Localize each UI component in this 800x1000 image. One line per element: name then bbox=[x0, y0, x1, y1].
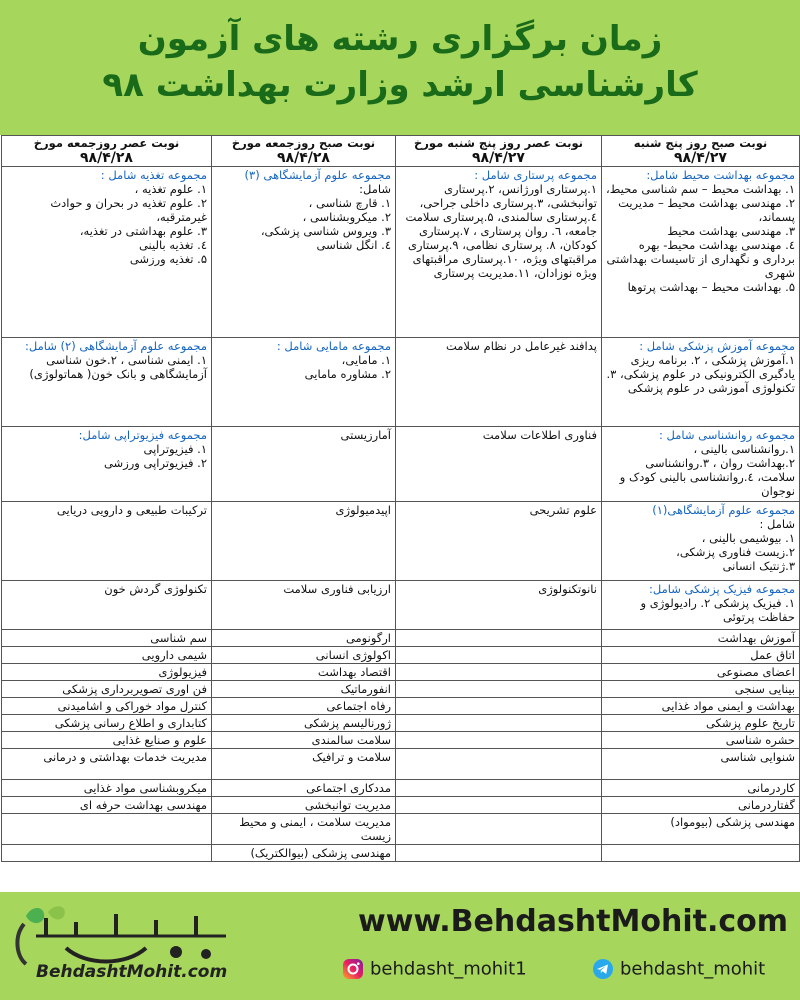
table-cell: سلامت و ترافیک bbox=[212, 749, 396, 780]
column-header-4: نوبت عصر روزجمعه مورخ ۹۸/۴/۲۸ bbox=[2, 136, 212, 167]
table-cell bbox=[396, 814, 602, 845]
table-cell: مددکاری اجتماعی bbox=[212, 780, 396, 797]
table-cell bbox=[2, 338, 212, 427]
table-cell bbox=[602, 581, 800, 630]
table-cell bbox=[396, 732, 602, 749]
group-items bbox=[216, 182, 391, 252]
table-row bbox=[2, 647, 800, 664]
group-item: ۱. فیزیوتراپی bbox=[143, 442, 207, 456]
group-item: ۳.ژنتیک انسانی bbox=[722, 559, 795, 573]
table-cell: فناوری اطلاعات سلامت bbox=[396, 427, 602, 502]
table-cell bbox=[602, 427, 800, 502]
group-item: شامل : bbox=[759, 517, 795, 531]
group-items bbox=[606, 442, 795, 498]
table-row bbox=[2, 630, 800, 647]
group-item: ۲.زیست فناوری پزشکی، bbox=[676, 545, 795, 559]
table-cell bbox=[396, 167, 602, 338]
instagram-icon bbox=[342, 958, 364, 980]
group-items bbox=[216, 353, 391, 381]
table-cell bbox=[396, 664, 602, 681]
group-items bbox=[6, 442, 207, 470]
table-cell: مدیریت خدمات بهداشتی و درمانی bbox=[2, 749, 212, 780]
table-cell bbox=[396, 780, 602, 797]
table-cell: گفتاردرمانی bbox=[602, 797, 800, 814]
group-items bbox=[400, 182, 597, 280]
table-cell bbox=[396, 630, 602, 647]
table-row bbox=[2, 502, 800, 581]
table-cell bbox=[396, 797, 602, 814]
title-line-2: کارشناسی ارشد وزارت بهداشت ۹۸ bbox=[102, 65, 698, 105]
table-cell: آموزش بهداشت bbox=[602, 630, 800, 647]
group-item: ٤. انگل شناسی bbox=[316, 238, 391, 252]
table-cell bbox=[396, 715, 602, 732]
table-cell: مهندسی پزشکی (بیومواد) bbox=[602, 814, 800, 845]
group-title: مجموعه علوم آزمایشگاهی (۳) bbox=[244, 168, 391, 182]
group-title: مجموعه علوم آزمایشگاهی(۱) bbox=[652, 503, 795, 517]
group-item: ۱. بیوشیمی بالینی ، bbox=[701, 531, 795, 545]
group-item: ۳. ویروس شناسی پزشکی، bbox=[260, 224, 391, 238]
group-item: ۳. مهندسی بهداشت محیط bbox=[667, 224, 795, 238]
group-items bbox=[6, 182, 207, 266]
group-item: ۱.پرستاری اورژانس، ۲.پرستاری توانبخشی، ۳.پرستاری داخلی جراحی، ٤.پرستاری سالمندی، ۵.پرستاری سلامت جامعه، ٦. روان پرستاری ، ۷.پرستاری کودکان، ۸. پرستاری نظامی، ۹.پرستاری مراقبتهای ویژه، ۱۰.پرستاری مراقبتهای ویژه نوزادان، ۱۱.مدیریت پرستاری bbox=[405, 182, 597, 280]
table-cell: بهداشت و ایمنی مواد غذایی bbox=[602, 698, 800, 715]
table-cell bbox=[602, 338, 800, 427]
group-item: ٤. مهندسی بهداشت محیط- بهره برداری و نگهداری از تاسیسات بهداشتی شهری bbox=[606, 238, 795, 280]
table-cell: پدافند غیرعامل در نظام سلامت bbox=[396, 338, 602, 427]
group-title: مجموعه بهداشت محیط شامل: bbox=[646, 168, 795, 182]
table-cell bbox=[2, 814, 212, 845]
table-cell: شیمی دارویی bbox=[2, 647, 212, 664]
table-cell: ترکیبات طبیعی و دارویی دریایی bbox=[2, 502, 212, 581]
table-row bbox=[2, 681, 800, 698]
site-logo bbox=[6, 896, 256, 996]
table-cell: مدیریت سلامت ، ایمنی و محیط زیست bbox=[212, 814, 396, 845]
table-cell: علوم و صنایع غذایی bbox=[2, 732, 212, 749]
header-row bbox=[2, 136, 800, 167]
table-row bbox=[2, 427, 800, 502]
table-cell: میکروبشناسی مواد غذایی bbox=[2, 780, 212, 797]
schedule-table bbox=[1, 135, 800, 862]
telegram-icon bbox=[592, 958, 614, 980]
table-cell bbox=[602, 167, 800, 338]
table-cell: بینایی سنجی bbox=[602, 681, 800, 698]
group-item: ۲.بهداشت روان ، ۳.روانشناسی سلامت، ٤.روانشناسی بالینی کودک و نوجوان bbox=[619, 456, 795, 498]
table-cell: کنترل مواد خوراکی و اشامیدنی bbox=[2, 698, 212, 715]
logo-text-fa bbox=[76, 910, 82, 911]
table-cell bbox=[2, 427, 212, 502]
group-title: مجموعه روانشناسی شامل : bbox=[658, 428, 795, 442]
table-cell bbox=[212, 167, 396, 338]
group-item: ۲. میکروبشناسی ، bbox=[302, 210, 391, 224]
group-items bbox=[606, 517, 795, 573]
group-item: ۱. مامایی، bbox=[341, 353, 391, 367]
group-item: ۲. مشاوره مامایی bbox=[304, 367, 391, 381]
group-title: مجموعه علوم آزمایشگاهی (۲) شامل: bbox=[25, 339, 207, 353]
table-cell: رفاه اجتماعی bbox=[212, 698, 396, 715]
table-cell: اتاق عمل bbox=[602, 647, 800, 664]
table-cell: شنوایی شناسی bbox=[602, 749, 800, 780]
group-item: ۲. مهندسی بهداشت محیط – مدیریت پسماند، bbox=[618, 196, 795, 224]
group-item: ۵. تغذیه ورزشی bbox=[129, 252, 207, 266]
table-row bbox=[2, 845, 800, 862]
page-footer bbox=[0, 892, 800, 1000]
group-items bbox=[606, 182, 795, 294]
page-header bbox=[0, 0, 800, 132]
table-cell: تکنولوژی گردش خون bbox=[2, 581, 212, 630]
column-header-2: نوبت عصر روز پنج شنبه مورخ ۹۸/۴/۲۷ bbox=[396, 136, 602, 167]
table-cell bbox=[396, 647, 602, 664]
group-items bbox=[606, 353, 795, 395]
table-cell: آمارزیستی bbox=[212, 427, 396, 502]
group-items bbox=[6, 353, 207, 381]
table-cell: اپیدمیولوژی bbox=[212, 502, 396, 581]
table-row bbox=[2, 780, 800, 797]
title-line-1: زمان برگزاری رشته های آزمون bbox=[137, 19, 663, 59]
table-cell bbox=[602, 845, 800, 862]
table-cell bbox=[396, 845, 602, 862]
table-cell: اکولوژی انسانی bbox=[212, 647, 396, 664]
table-cell: اعضای مصنوعی bbox=[602, 664, 800, 681]
group-title: مجموعه آموزش پزشکی شامل : bbox=[639, 339, 795, 353]
group-title: مجموعه پرستاری شامل : bbox=[474, 168, 597, 182]
table-cell: اقتصاد بهداشت bbox=[212, 664, 396, 681]
column-header-1: نوبت صبح روز پنج شنبه ۹۸/۴/۲۷ bbox=[602, 136, 800, 167]
group-item: ٤. تغذیه بالینی bbox=[138, 238, 207, 252]
table-cell bbox=[212, 338, 396, 427]
table-row bbox=[2, 581, 800, 630]
group-items bbox=[606, 596, 795, 624]
instagram-handle[interactable] bbox=[342, 958, 527, 980]
group-item: ۱. فیزیک پزشکی ۲. رادیولوژی و حفاظت پرتوئی bbox=[640, 596, 795, 624]
group-item: ۱. قارچ شناسی ، bbox=[308, 196, 391, 210]
group-title: مجموعه فیزیک پزشکی شامل: bbox=[649, 582, 795, 596]
table-cell bbox=[2, 167, 212, 338]
table-cell bbox=[602, 502, 800, 581]
group-item: ۱. بهداشت محیط – سم شناسی محیط، bbox=[606, 182, 795, 196]
table-cell: مهندسی پزشکی (بیوالکتریک) bbox=[212, 845, 396, 862]
column-header-3: نوبت صبح روزجمعه مورخ ۹۸/۴/۲۸ bbox=[212, 136, 396, 167]
table-cell: کتابداری و اطلاع رسانی پزشکی bbox=[2, 715, 212, 732]
telegram-text: behdasht_mohit bbox=[620, 958, 766, 980]
table-cell: انفورماتیک bbox=[212, 681, 396, 698]
table-cell bbox=[2, 845, 212, 862]
table-cell bbox=[396, 749, 602, 780]
website-url[interactable]: www.BehdashtMohit.com bbox=[358, 904, 788, 939]
table-row bbox=[2, 664, 800, 681]
telegram-handle[interactable] bbox=[592, 958, 765, 980]
table-cell: کاردرمانی bbox=[602, 780, 800, 797]
table-cell: مهندسی بهداشت حرفه ای bbox=[2, 797, 212, 814]
table-cell: فن اوری تصویربرداری پزشکی bbox=[2, 681, 212, 698]
group-item: ۲. فیزیوتراپی ورزشی bbox=[103, 456, 207, 470]
group-item: ۱.روانشناسی بالینی ، bbox=[693, 442, 795, 456]
table-row bbox=[2, 167, 800, 338]
table-row bbox=[2, 749, 800, 780]
table-cell bbox=[396, 681, 602, 698]
table-cell: تاریخ علوم پزشکی bbox=[602, 715, 800, 732]
table-cell: حشره شناسی bbox=[602, 732, 800, 749]
table-cell: مدیریت توانبخشی bbox=[212, 797, 396, 814]
table-row bbox=[2, 797, 800, 814]
group-item: ۳. علوم بهداشتی در تغذیه، bbox=[79, 224, 207, 238]
group-title: مجموعه مامایی شامل : bbox=[276, 339, 391, 353]
table-cell: ارزیابی فناوری سلامت bbox=[212, 581, 396, 630]
logo-text-en: BehdashtMohit.com bbox=[36, 962, 228, 982]
group-item: ۱.آموزش پزشکی ، ۲. برنامه ریزی یادگیری الکترونیکی در علوم پزشکی، ۳. تکنولوژی آموزشی در علوم پزشکی bbox=[606, 353, 795, 395]
table-cell: سلامت سالمندی bbox=[212, 732, 396, 749]
group-item: ۵. بهداشت محیط – بهداشت پرتوها bbox=[627, 280, 795, 294]
table-cell: سم شناسی bbox=[2, 630, 212, 647]
table-row bbox=[2, 715, 800, 732]
table-cell: ارگونومی bbox=[212, 630, 396, 647]
table-row bbox=[2, 732, 800, 749]
instagram-text: behdasht_mohit1 bbox=[370, 958, 527, 980]
table-row bbox=[2, 338, 800, 427]
table-cell: ژورنالیسم پزشکی bbox=[212, 715, 396, 732]
group-item: ۱. ایمنی شناسی ، ۲.خون شناسی آزمایشگاهی و بانک خون( هماتولوژی) bbox=[29, 353, 207, 381]
group-item: شامل: bbox=[359, 182, 391, 196]
group-item: ۱. علوم تغذیه ، bbox=[134, 182, 207, 196]
table-cell: علوم تشریحی bbox=[396, 502, 602, 581]
group-title: مجموعه تغذیه شامل : bbox=[100, 168, 207, 182]
table-cell: فیزیولوژی bbox=[2, 664, 212, 681]
table-cell bbox=[396, 698, 602, 715]
table-cell: نانوتکنولوژی bbox=[396, 581, 602, 630]
schedule-sheet bbox=[0, 135, 800, 892]
table-row bbox=[2, 814, 800, 845]
group-item: ۲. علوم تغذیه در بحران و حوادث غیرمترقبه، bbox=[50, 196, 207, 224]
table-row bbox=[2, 698, 800, 715]
group-title: مجموعه فیزیوتراپی شامل: bbox=[78, 428, 207, 442]
